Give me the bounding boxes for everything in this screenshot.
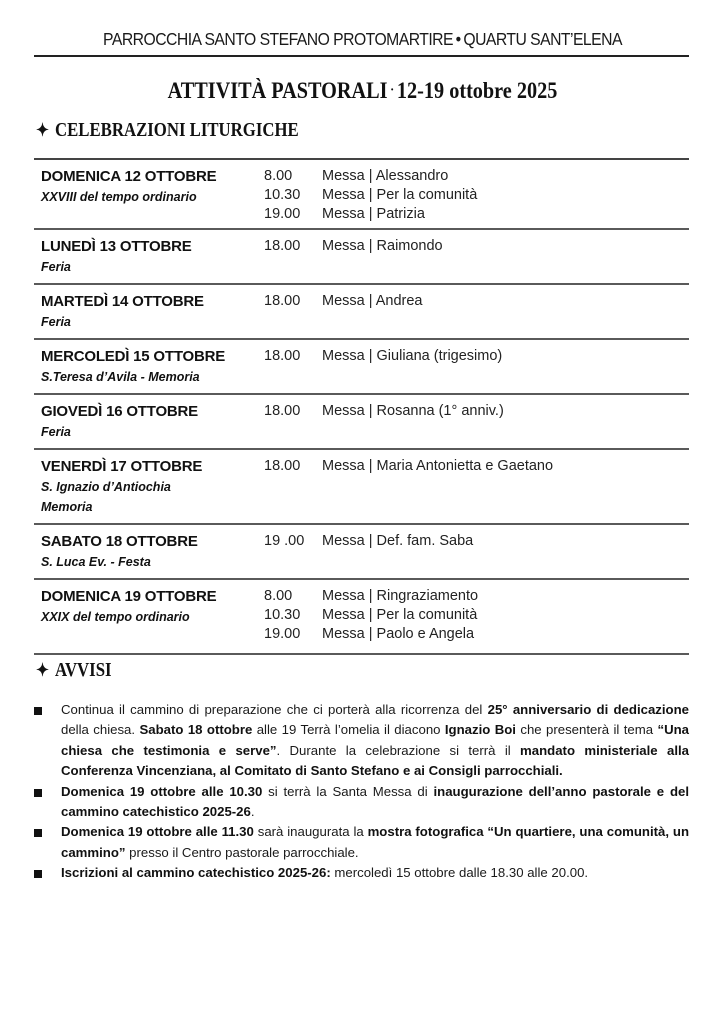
row-divider (34, 228, 689, 230)
mass-time: 8.00 (264, 588, 293, 604)
celebration-row (0, 588, 725, 653)
mass-time: 19.00 (264, 626, 301, 642)
mass-time: 18.00 (264, 293, 301, 309)
celebration-row (0, 403, 725, 448)
city-name: QUARTU SANT’ELENA (463, 29, 622, 49)
mass-intention: Messa | Per la comunità (322, 607, 478, 623)
celebration-row (0, 238, 725, 283)
mass-time: 19 .00 (264, 533, 305, 549)
section-heading-celebrations (36, 120, 299, 142)
celebration-row (0, 458, 725, 523)
notices-list (0, 700, 725, 884)
liturgical-note: S.Teresa d’Avila - Memoria (41, 370, 200, 384)
day-label: LUNEDÌ 13 OTTOBRE (41, 238, 192, 255)
day-label: DOMENICA 12 OTTOBRE (41, 168, 217, 185)
mass-intention: Messa | Def. fam. Saba (322, 533, 474, 549)
square-bullet-icon (34, 829, 42, 837)
notice-text: che presenterà il tema (515, 722, 658, 738)
notice-item (61, 700, 689, 782)
section-heading-notices (36, 660, 112, 682)
notice-emphasis: mostra fotografica “Un quartiere, una comunità, un cammino” (61, 824, 689, 860)
mass-time: 18.00 (264, 238, 301, 254)
row-divider (34, 653, 689, 655)
header-separator: • (455, 29, 461, 49)
mass-intention: Messa | Giuliana (trigesimo) (322, 348, 503, 364)
notice-text: . Durante la celebrazione si terrà il (276, 742, 521, 758)
mass-intention: Messa | Raimondo (322, 238, 443, 254)
notice-text: Continua il cammino di preparazione che ci porterà alla ricorrenza del (61, 702, 488, 717)
liturgical-note: S. Luca Ev. - Festa (41, 555, 151, 569)
row-divider (34, 578, 689, 580)
notice-text: alle 19 Terrà l’omelia il diacono (252, 722, 445, 738)
row-divider (34, 523, 689, 525)
notice-emphasis: Domenica 19 ottobre alle 11.30 (61, 824, 254, 840)
four-point-star-icon: ✦ (36, 660, 49, 680)
row-divider (34, 283, 689, 285)
notice-text: della chiesa. (61, 722, 140, 738)
celebration-row (0, 293, 725, 338)
day-label: GIOVEDÌ 16 OTTOBRE (41, 403, 198, 420)
mass-intention: Messa | Alessandro (322, 168, 449, 184)
day-label: MERCOLEDÌ 15 OTTOBRE (41, 348, 226, 365)
liturgical-note: Memoria (41, 500, 93, 514)
parish-header (36, 29, 689, 50)
day-label: VENERDÌ 17 OTTOBRE (41, 458, 203, 475)
square-bullet-icon (34, 789, 42, 797)
notice-emphasis: Sabato 18 ottobre (139, 722, 253, 738)
celebration-row (0, 168, 725, 228)
celebration-row (0, 533, 725, 578)
section-label: AVVISI (55, 660, 112, 681)
notice-text: mercoledì 15 ottobre dalle 18.30 alle 20.00. (330, 865, 589, 881)
notice-emphasis: “Una chiesa che testimonia e serve” (61, 722, 689, 758)
liturgical-note: XXVIII del tempo ordinario (41, 190, 197, 204)
title-main: ATTIVITÀ PASTORALI (167, 78, 388, 103)
mass-time: 10.30 (264, 607, 301, 623)
four-point-star-icon: ✦ (36, 120, 49, 140)
parish-name: PARROCCHIA SANTO STEFANO PROTOMARTIRE (103, 29, 453, 49)
notice-emphasis: Ignazio Boi (444, 722, 516, 738)
notice-item (61, 822, 689, 863)
row-divider (34, 393, 689, 395)
notice-emphasis: 25° anniversario di dedicazione (487, 702, 689, 717)
mass-intention: Messa | Patrizia (322, 206, 425, 222)
liturgical-note: Feria (41, 425, 71, 439)
row-divider (34, 338, 689, 340)
liturgical-note: S. Ignazio d’Antiochia (41, 480, 171, 494)
notice-item (61, 782, 689, 823)
mass-intention: Messa | Paolo e Angela (322, 626, 475, 642)
notice-emphasis: Domenica 19 ottobre alle 10.30 (61, 783, 263, 799)
notice-emphasis: inaugurazione dell’anno pastorale e del cammino catechistico 2025-26 (61, 783, 689, 820)
notice-text: si terrà la Santa Messa di (262, 783, 434, 799)
notice-text: presso il Centro pastorale parrocchiale. (125, 844, 359, 860)
section-label: CELEBRAZIONI LITURGICHE (55, 120, 299, 141)
mass-intention: Messa | Per la comunità (322, 187, 478, 203)
mass-intention: Messa | Maria Antonietta e Gaetano (322, 458, 554, 474)
title-separator: · (390, 83, 395, 98)
day-label: DOMENICA 19 OTTOBRE (41, 588, 217, 605)
row-divider (34, 448, 689, 450)
mass-time: 10.30 (264, 187, 301, 203)
notice-item (61, 863, 689, 883)
mass-time: 8.00 (264, 168, 293, 184)
notice-emphasis: mandato ministeriale alla Conferenza Vincenziana, al Comitato di Santo Stefano e ai Consigli parrocchiali. (61, 742, 689, 779)
mass-intention: Messa | Ringraziamento (322, 588, 479, 604)
mass-intention: Messa | Andrea (322, 293, 423, 309)
mass-time: 18.00 (264, 458, 301, 474)
square-bullet-icon (34, 707, 42, 715)
celebration-row (0, 348, 725, 393)
notice-emphasis: Iscrizioni al cammino catechistico 2025-26: (61, 865, 331, 881)
liturgical-note: Feria (41, 260, 71, 274)
mass-intention: Messa | Rosanna (1° anniv.) (322, 403, 504, 419)
page-title (44, 78, 682, 104)
mass-time: 19.00 (264, 206, 301, 222)
mass-time: 18.00 (264, 348, 301, 364)
square-bullet-icon (34, 870, 42, 878)
notice-text: . (250, 804, 255, 820)
row-divider (34, 158, 689, 160)
mass-time: 18.00 (264, 403, 301, 419)
day-label: MARTEDÌ 14 OTTOBRE (41, 293, 204, 310)
liturgical-note: Feria (41, 315, 71, 329)
title-dates: 12-19 ottobre 2025 (396, 78, 558, 103)
day-label: SABATO 18 OTTOBRE (41, 533, 198, 550)
notice-text: sarà inaugurata la (253, 824, 368, 840)
liturgical-note: XXIX del tempo ordinario (41, 610, 190, 624)
header-rule (34, 55, 689, 57)
